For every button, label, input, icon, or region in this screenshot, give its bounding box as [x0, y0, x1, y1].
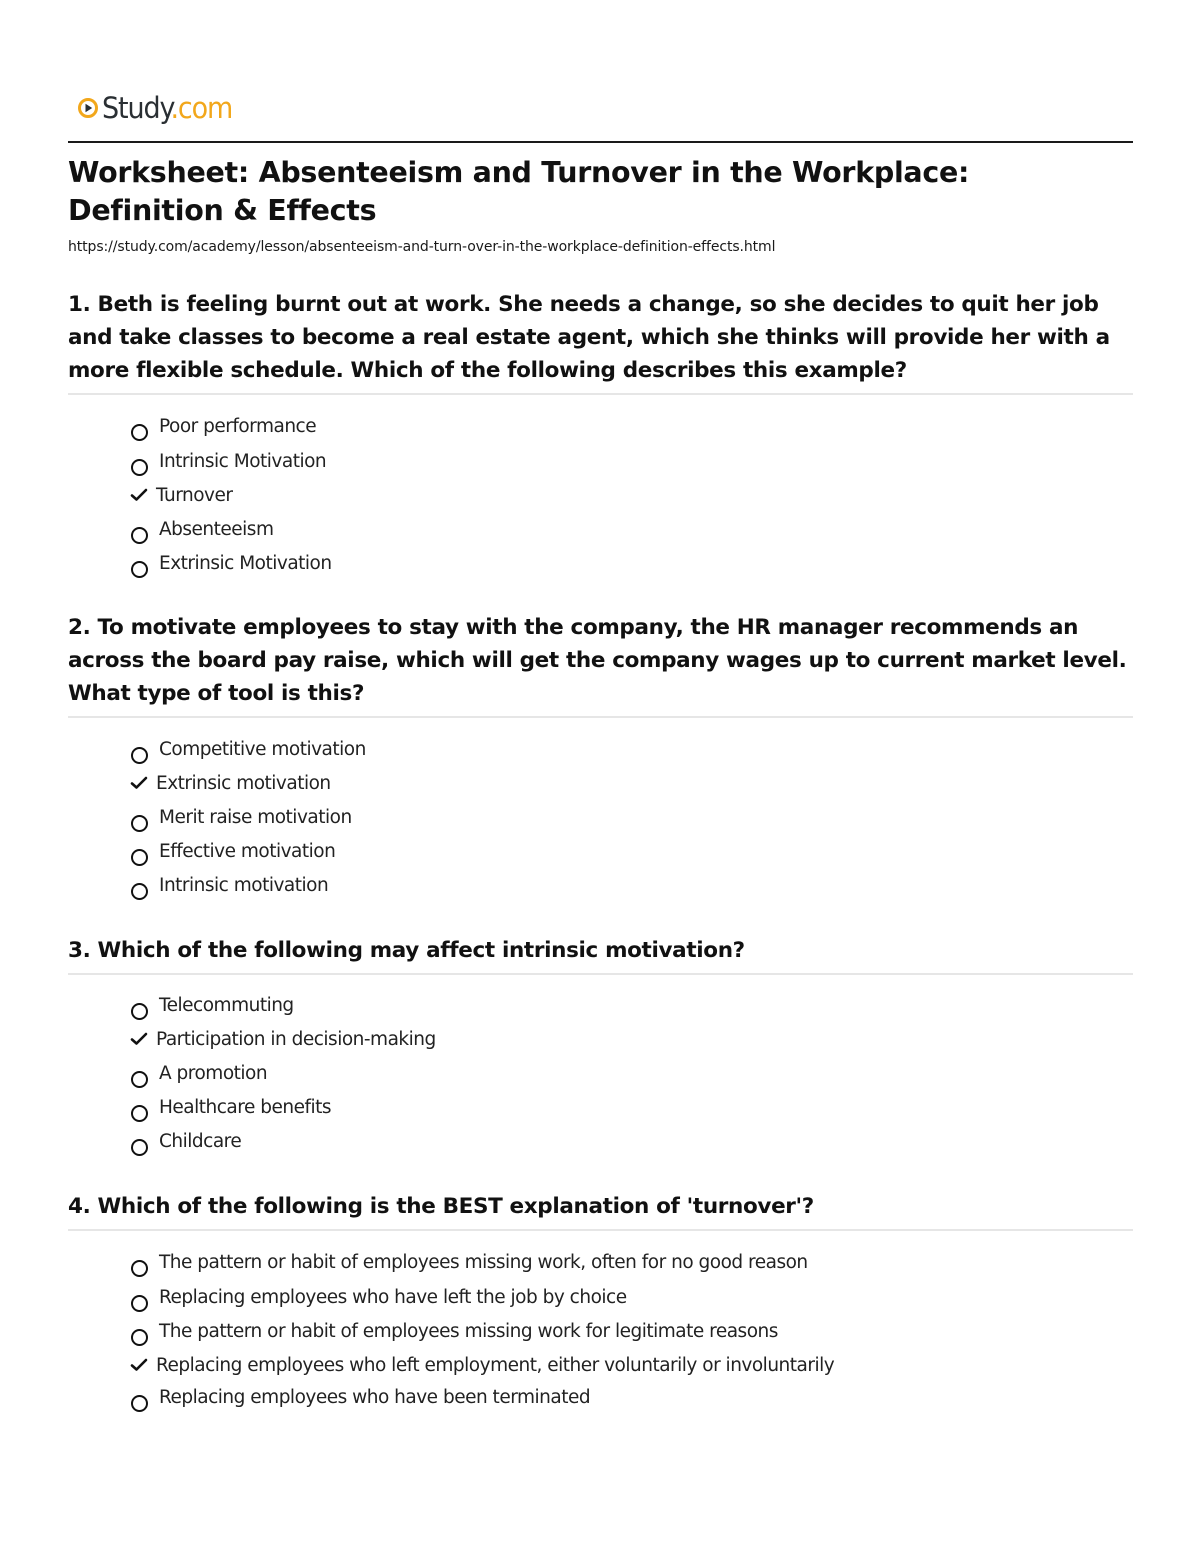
- answer-label: A promotion: [159, 1062, 268, 1084]
- checkmark-icon: [127, 1353, 151, 1377]
- answer-label: Extrinsic motivation: [156, 772, 331, 794]
- radio-empty-icon: [127, 420, 151, 444]
- checkmark-icon: [127, 1027, 151, 1051]
- answer-option[interactable]: [127, 990, 294, 1020]
- radio-empty-icon: [127, 1291, 151, 1315]
- question-divider: [68, 1229, 1133, 1231]
- radio-empty-icon: [127, 1101, 151, 1125]
- answer-label: Participation in decision-making: [156, 1028, 436, 1050]
- question-divider: [68, 973, 1133, 975]
- radio-empty-icon: [127, 999, 151, 1023]
- question-text: 2. To motivate employees to stay with the company, the HR manager recommends an across the board pay raise, which will get the company wages up to current market level. What type of tool is this?: [68, 615, 1127, 706]
- radio-empty-icon: [127, 743, 151, 767]
- answer-label: Replacing employees who have left the job by choice: [159, 1286, 627, 1308]
- play-circle-icon: [77, 97, 99, 119]
- answer-label: Healthcare benefits: [159, 1096, 331, 1118]
- question-4: [68, 1190, 1133, 1231]
- answer-option-correct[interactable]: [127, 768, 331, 798]
- answer-label: The pattern or habit of employees missing work for legitimate reasons: [159, 1320, 778, 1342]
- logo-tld: .com: [170, 90, 233, 125]
- answer-label: Absenteeism: [159, 518, 274, 540]
- answer-label: Competitive motivation: [159, 738, 366, 760]
- answer-option[interactable]: [127, 870, 328, 900]
- answer-option[interactable]: [127, 1126, 241, 1156]
- question-3: [68, 934, 1133, 975]
- question-divider: [68, 716, 1133, 718]
- answer-label: Replacing employees who have been terminated: [159, 1386, 591, 1408]
- answer-option-correct[interactable]: [127, 1350, 834, 1380]
- answer-option[interactable]: [127, 802, 352, 832]
- answer-label: Merit raise motivation: [159, 806, 352, 828]
- radio-empty-icon: [127, 455, 151, 479]
- answer-label: Turnover: [156, 484, 233, 506]
- question-text: 1. Beth is feeling burnt out at work. She needs a change, so she decides to quit her job and take classes to become a real estate agent, which she thinks will provide her with a more flexible schedule. Which of the following describes this example?: [68, 292, 1110, 383]
- header-divider: [68, 141, 1133, 143]
- answer-option[interactable]: [127, 1316, 778, 1346]
- checkmark-icon: [127, 771, 151, 795]
- answer-label: Telecommuting: [159, 994, 294, 1016]
- answer-option[interactable]: [127, 734, 366, 764]
- answer-label: The pattern or habit of employees missing work, often for no good reason: [159, 1251, 808, 1273]
- radio-empty-icon: [127, 879, 151, 903]
- worksheet-title: Worksheet: Absenteeism and Turnover in the Workplace: Definition & Effects: [68, 156, 970, 227]
- radio-empty-icon: [127, 811, 151, 835]
- answer-option[interactable]: [127, 1382, 590, 1412]
- answer-option[interactable]: [127, 446, 326, 476]
- question-text: 3. Which of the following may affect intrinsic motivation?: [68, 938, 745, 963]
- answer-option[interactable]: [127, 411, 316, 441]
- radio-empty-icon: [127, 523, 151, 547]
- answer-label: Poor performance: [159, 415, 317, 437]
- question-divider: [68, 393, 1133, 395]
- answer-option-correct[interactable]: [127, 480, 232, 510]
- answer-option[interactable]: [127, 1058, 267, 1088]
- radio-empty-icon: [127, 1067, 151, 1091]
- answer-option[interactable]: [127, 1092, 331, 1122]
- answer-label: Extrinsic Motivation: [159, 552, 332, 574]
- question-1: [68, 288, 1133, 395]
- radio-empty-icon: [127, 845, 151, 869]
- radio-empty-icon: [127, 1391, 151, 1415]
- radio-empty-icon: [127, 557, 151, 581]
- answer-option-correct[interactable]: [127, 1024, 436, 1054]
- radio-empty-icon: [127, 1256, 151, 1280]
- radio-empty-icon: [127, 1325, 151, 1349]
- logo-wordmark: [102, 90, 233, 125]
- answer-option[interactable]: [127, 1247, 808, 1277]
- answer-option[interactable]: [127, 1282, 627, 1312]
- answer-option[interactable]: [127, 548, 332, 578]
- question-text: 4. Which of the following is the BEST explanation of 'turnover'?: [68, 1194, 814, 1219]
- logo-name: Study: [102, 90, 171, 125]
- answer-label: Childcare: [159, 1130, 242, 1152]
- answer-option[interactable]: [127, 836, 335, 866]
- radio-empty-icon: [127, 1135, 151, 1159]
- lesson-url[interactable]: https://study.com/academy/lesson/absenteeism-and-turn-over-in-the-workplace-definition-effects.html: [68, 239, 776, 255]
- question-2: [68, 611, 1133, 718]
- study-logo[interactable]: [77, 88, 242, 128]
- answer-label: Intrinsic motivation: [159, 874, 329, 896]
- answer-label: Replacing employees who left employment, either voluntarily or involuntarily: [156, 1354, 835, 1376]
- answer-label: Intrinsic Motivation: [159, 450, 327, 472]
- checkmark-icon: [127, 483, 151, 507]
- answer-option[interactable]: [127, 514, 273, 544]
- answer-label: Effective motivation: [159, 840, 336, 862]
